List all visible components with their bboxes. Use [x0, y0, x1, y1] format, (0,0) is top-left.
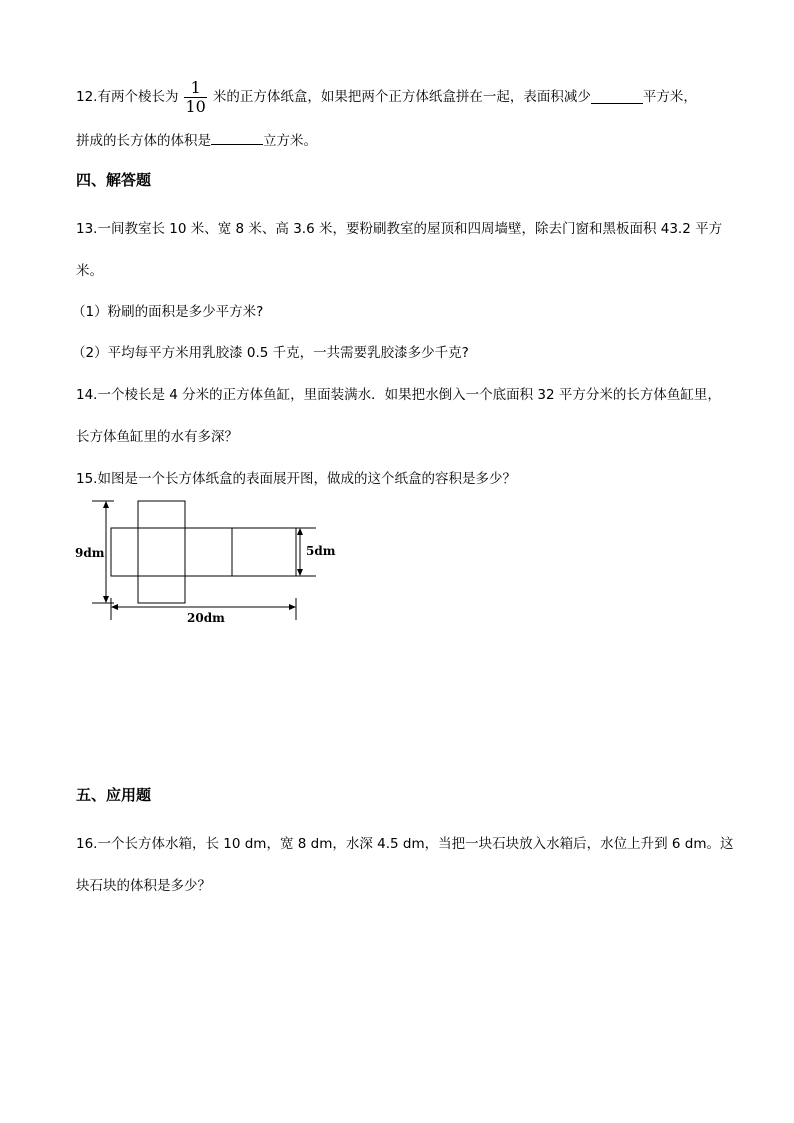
question-14-line-2: 长方体鱼缸里的水有多深？	[76, 429, 238, 445]
question-13-sub-1: （1）粉刷的面积是多少平方米?	[72, 304, 264, 320]
q12-unit2: 立方米。	[263, 133, 317, 149]
arrow-down-small-icon	[297, 569, 303, 576]
section-4-heading: 四、解答题	[76, 171, 152, 189]
box-net-diagram	[70, 490, 350, 630]
question-13-line-2: 米。	[76, 263, 103, 279]
label-20dm: 20dm	[187, 611, 225, 625]
question-15-line-1: 15.如图是一个长方体纸盒的表面展开图，做成的这个纸盒的容积是多少？	[76, 471, 516, 487]
fraction-denominator: 10	[185, 96, 206, 116]
q12-prefix: 12.有两个棱长为	[76, 89, 179, 105]
answer-blank-volume[interactable]	[211, 131, 263, 145]
arrow-down-icon	[103, 596, 109, 603]
q12-unit1: 平方米，	[642, 89, 697, 105]
label-9dm: 9dm	[75, 546, 105, 560]
label-5dm: 5dm	[306, 544, 336, 558]
question-12-line-1	[76, 77, 697, 116]
question-12-line-2	[76, 131, 317, 150]
section-5-heading: 五、应用题	[76, 786, 152, 804]
arrow-up-icon	[103, 501, 109, 508]
net-horizontal-strip	[111, 528, 296, 576]
question-13-sub-2: （2）平均每平方米用乳胶漆 0.5 千克，一共需要乳胶漆多少千克?	[72, 345, 469, 361]
answer-blank-surface-area[interactable]	[591, 90, 643, 104]
q12-line2-prefix: 拼成的长方体的体积是	[76, 133, 211, 149]
arrow-right-icon	[289, 604, 296, 610]
question-14-line-1: 14.一个棱长是 4 分米的正方体鱼缸，里面装满水．如果把水倒入一个底面积 32 平方分米的长方体鱼缸里，	[76, 387, 721, 403]
fraction-numerator: 1	[190, 77, 201, 97]
net-vertical-strip	[138, 501, 185, 603]
question-16-line-2: 块石块的体积是多少？	[76, 878, 211, 894]
arrow-left-icon	[111, 604, 118, 610]
fraction-one-tenth	[184, 79, 206, 116]
arrow-up-small-icon	[297, 528, 303, 535]
question-13-line-1: 13.一间教室长 10 米、宽 8 米、高 3.6 米，要粉刷教室的屋顶和四周墙壁，除去门窗和黑板面积 43.2 平方	[76, 221, 723, 237]
question-16-line-1: 16.一个长方体水箱，长 10 dm，宽 8 dm，水深 4.5 dm，当把一块石块放入水箱后，水位上升到 6 dm。这	[76, 836, 734, 852]
q12-mid: 米的正方体纸盒，如果把两个正方体纸盒拼在一起，表面积减少	[212, 89, 591, 105]
